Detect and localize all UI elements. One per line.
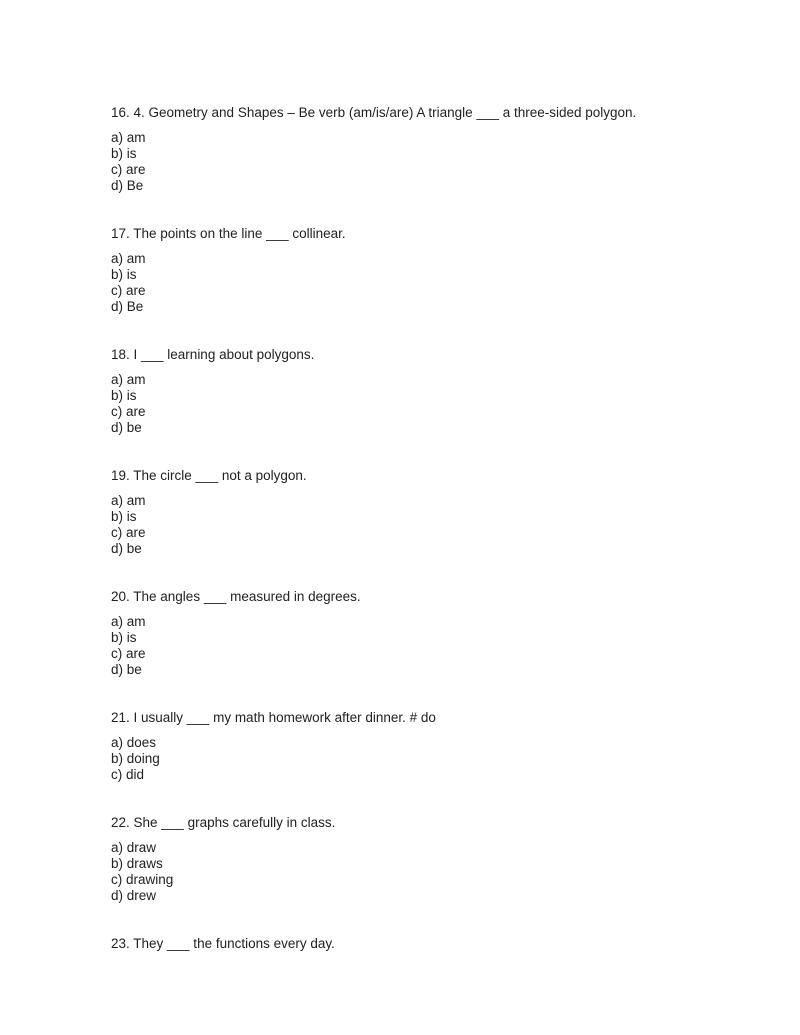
option-c: c) drawing — [111, 872, 174, 887]
option-b: b) is — [111, 388, 137, 403]
option-b: b) doing — [111, 751, 160, 766]
option-c: c) are — [111, 646, 146, 661]
option-d: d) Be — [111, 178, 144, 193]
option-a: a) am — [111, 130, 146, 145]
answer-options — [111, 840, 751, 904]
option-c: c) are — [111, 162, 146, 177]
option-d: d) Be — [111, 299, 144, 314]
question-20 — [111, 588, 751, 678]
question-17 — [111, 225, 751, 315]
question-gap — [111, 557, 751, 588]
question-text: 21. I usually ___ my math homework after dinner. # do — [111, 710, 436, 725]
option-b: b) draws — [111, 856, 163, 871]
option-d: d) be — [111, 662, 142, 677]
question-text: 22. She ___ graphs carefully in class. — [111, 815, 336, 830]
worksheet-page — [111, 104, 751, 961]
option-d: d) be — [111, 420, 142, 435]
option-c: c) are — [111, 525, 146, 540]
question-19 — [111, 467, 751, 557]
option-c: c) are — [111, 404, 146, 419]
question-22 — [111, 814, 751, 904]
answer-options — [111, 130, 751, 194]
option-c: c) are — [111, 283, 146, 298]
option-b: b) is — [111, 267, 137, 282]
option-b: b) is — [111, 630, 137, 645]
option-d: d) drew — [111, 888, 157, 903]
question-21 — [111, 709, 751, 783]
question-gap — [111, 783, 751, 814]
option-a: a) draw — [111, 840, 157, 855]
option-a: a) am — [111, 614, 146, 629]
question-gap — [111, 904, 751, 935]
question-text: 16. 4. Geometry and Shapes – Be verb (am/is/are) A triangle ___ a three-sided polygon. — [111, 105, 637, 120]
answer-options — [111, 614, 751, 678]
question-23 — [111, 935, 751, 953]
question-text: 19. The circle ___ not a polygon. — [111, 468, 307, 483]
question-gap — [111, 194, 751, 225]
question-text: 20. The angles ___ measured in degrees. — [111, 589, 361, 604]
answer-options — [111, 493, 751, 557]
option-a: a) am — [111, 251, 146, 266]
question-gap — [111, 315, 751, 346]
answer-options — [111, 735, 751, 783]
option-a: a) am — [111, 372, 146, 387]
answer-options — [111, 372, 751, 436]
question-gap — [111, 678, 751, 709]
question-text: 23. They ___ the functions every day. — [111, 936, 335, 951]
question-16 — [111, 104, 751, 194]
question-text: 18. I ___ learning about polygons. — [111, 347, 315, 362]
question-text: 17. The points on the line ___ collinear. — [111, 226, 346, 241]
option-c: c) did — [111, 767, 145, 782]
option-b: b) is — [111, 509, 137, 524]
question-18 — [111, 346, 751, 436]
option-a: a) am — [111, 493, 146, 508]
option-d: d) be — [111, 541, 142, 556]
question-gap — [111, 436, 751, 467]
answer-options — [111, 251, 751, 315]
option-a: a) does — [111, 735, 157, 750]
option-b: b) is — [111, 146, 137, 161]
